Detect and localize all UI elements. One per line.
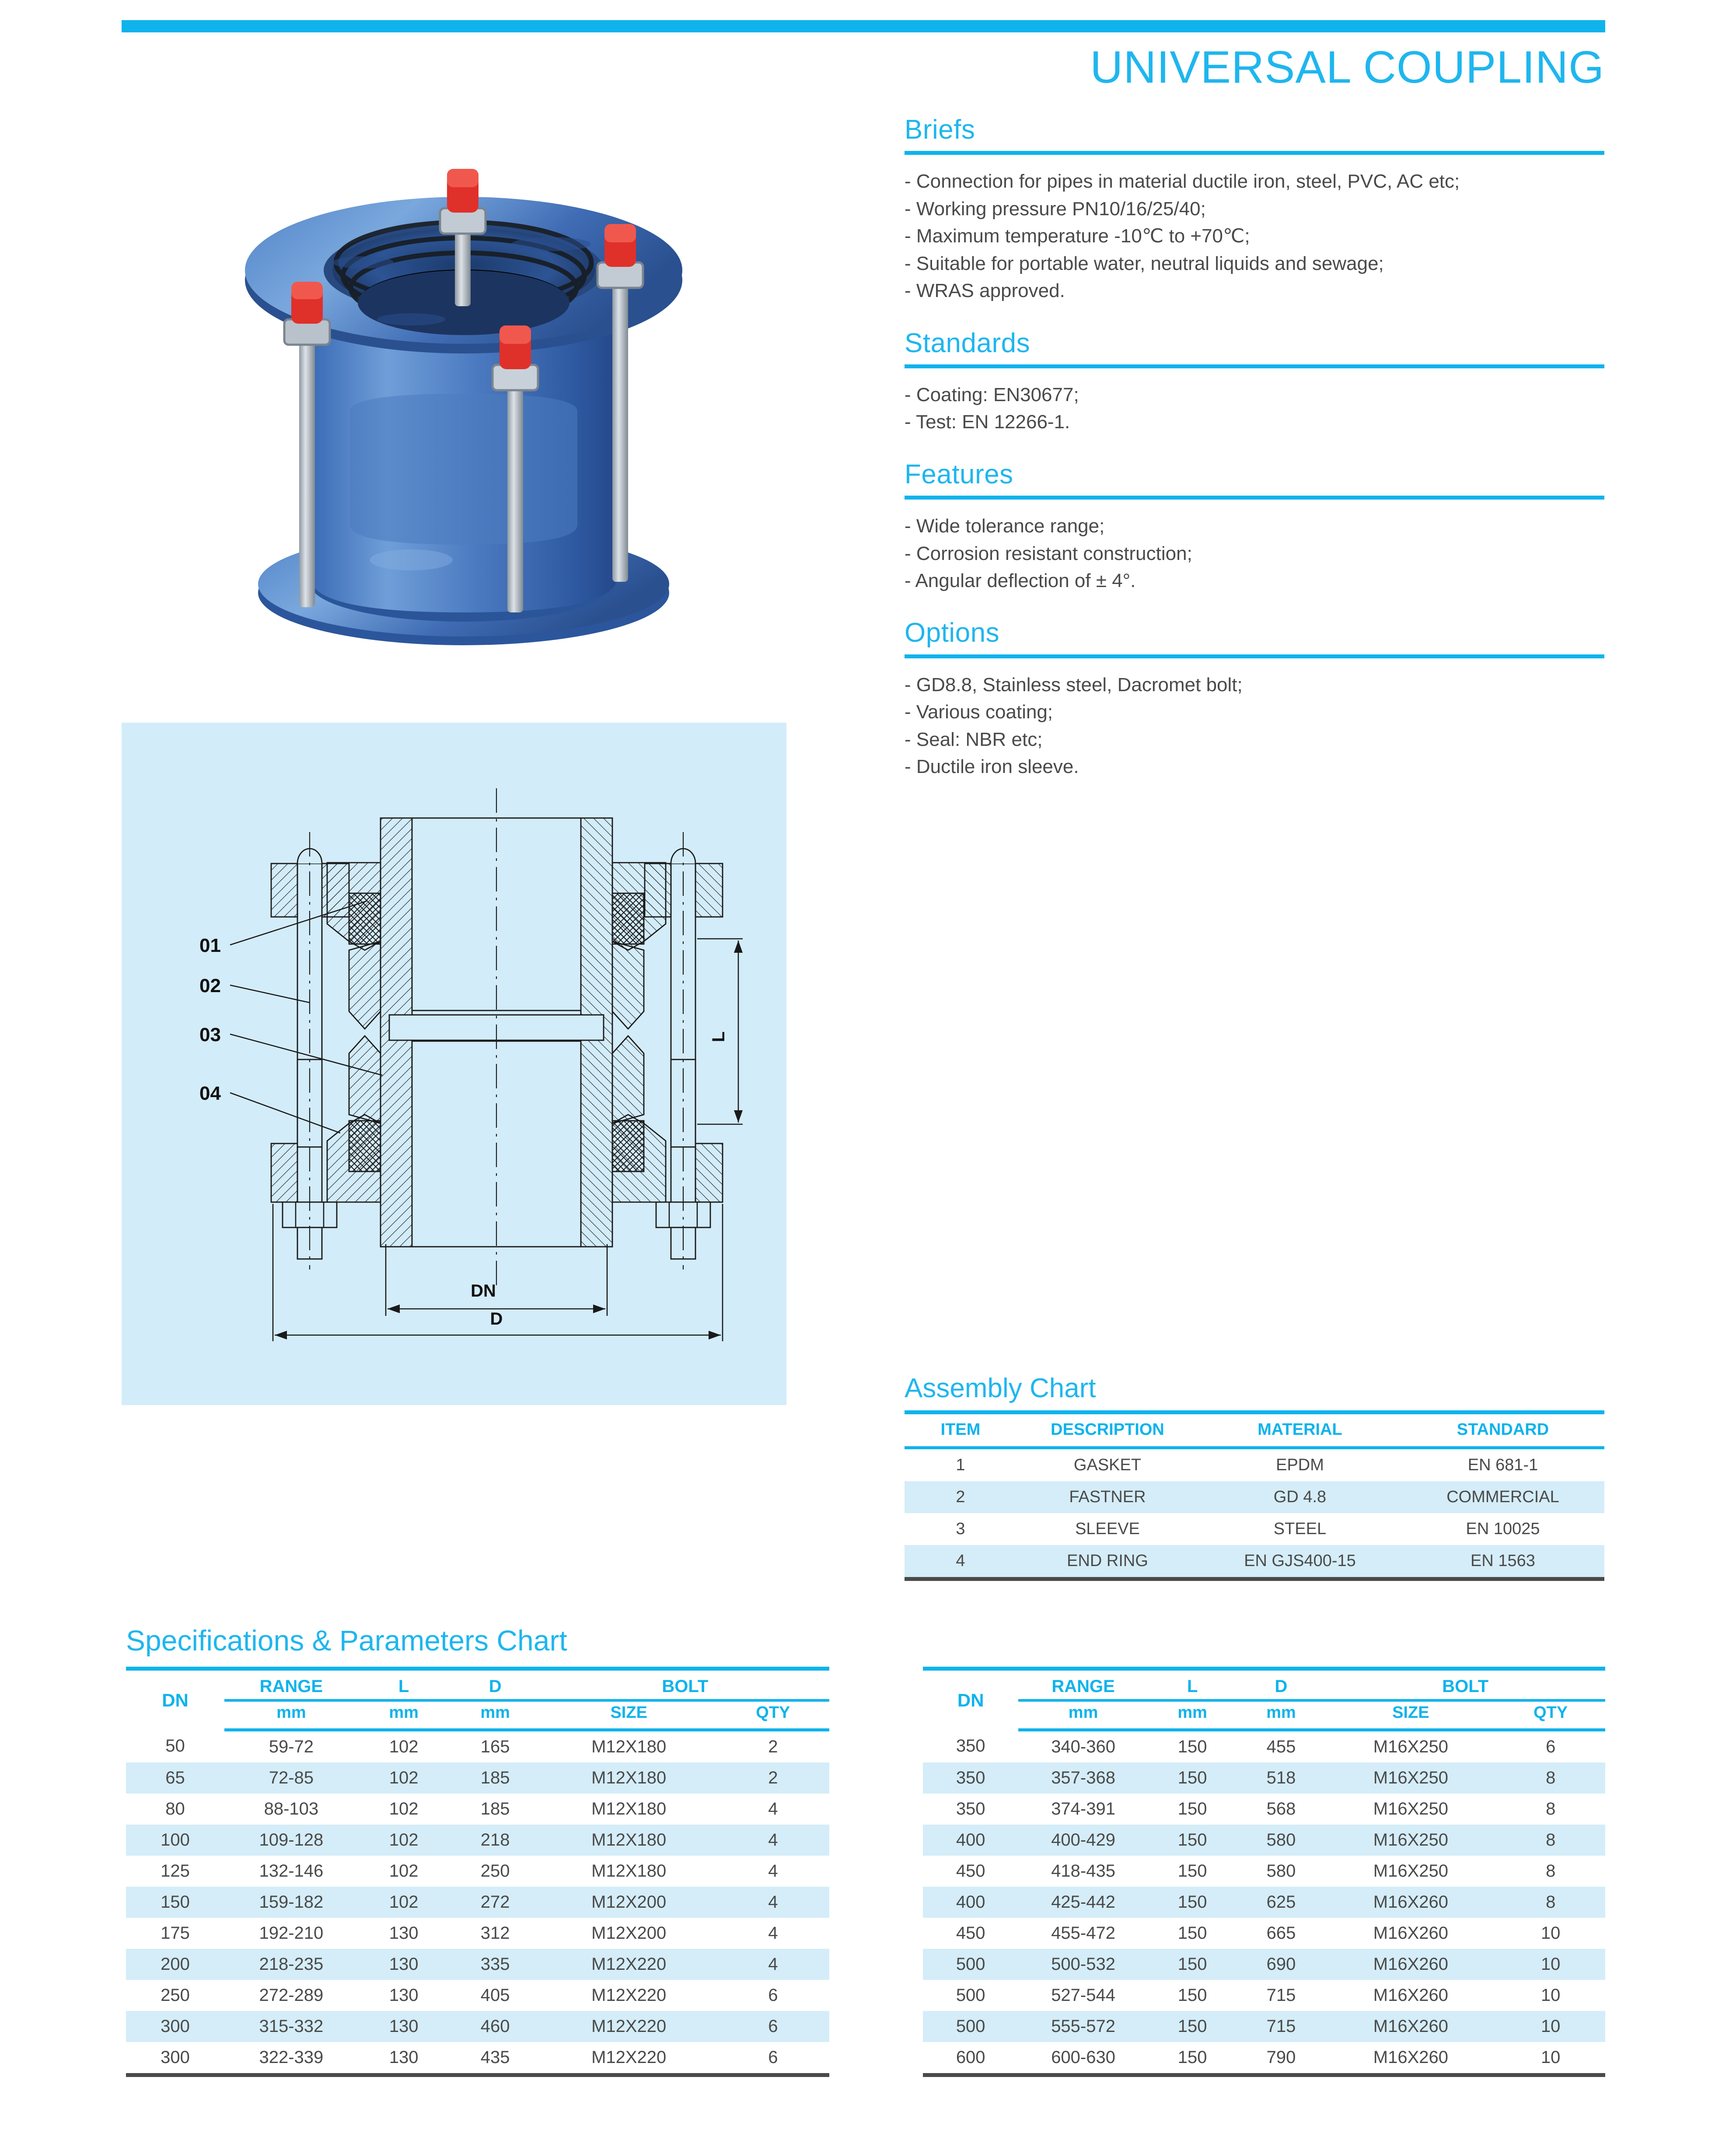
table-row [126,1918,829,1949]
cell-bolt-size: M12X220 [541,2042,717,2075]
table-row [126,1856,829,1887]
column-header-range: RANGE [1018,1669,1148,1701]
cell-dn: 450 [956,1923,985,1943]
cell-range: 418-435 [1051,1861,1115,1881]
table-row [126,1794,829,1825]
cell-dn: 150 [161,1892,190,1912]
features-bullet-list [905,513,1604,594]
cell-range: 374-391 [1051,1799,1115,1818]
cell-bolt-qty: 8 [1546,1861,1556,1881]
specifications-right-body [923,1730,1605,2075]
cell-d: 580 [1266,1830,1296,1850]
section-divider [905,151,1604,155]
cell-bolt-size: M16X260 [1373,1986,1448,2005]
table-row [923,1980,1605,2011]
column-header-bolt-size: SIZE [1325,1700,1496,1730]
cell-description: FASTNER [1069,1488,1146,1507]
bullet-item: - Wide tolerance range; [905,515,1105,537]
cell-l: 150 [1177,1861,1207,1881]
cell-l: 102 [389,1737,419,1756]
column-unit-range-mm: mm [224,1700,358,1730]
table-row [126,1949,829,1980]
cell-d: 790 [1237,2042,1326,2075]
cell-bolt-qty: 8 [1546,1799,1556,1818]
cell-dn: 175 [161,1923,190,1943]
bullet-item: - Maximum temperature -10℃ to +70℃; [905,225,1250,247]
cell-d: 625 [1266,1892,1296,1912]
cell-standard: EN 10025 [1466,1520,1540,1539]
cell-d: 312 [480,1923,510,1943]
callout-label-04: 04 [199,1083,221,1104]
cell-l: 130 [389,1986,419,2005]
callout-label-02: 02 [199,975,221,997]
section-standards [905,329,1604,436]
table-row [923,1856,1605,1887]
column-header-range: RANGE [224,1669,358,1701]
cell-bolt-size: M12X180 [591,1830,667,1850]
cell-l: 150 [1177,1986,1207,2005]
cell-dn: 450 [956,1861,985,1881]
bullet-item: - Suitable for portable water, neutral liquids and sewage; [905,252,1384,274]
cell-dn: 400 [956,1830,985,1850]
cell-range: 88-103 [264,1799,319,1818]
cell-l: 150 [1177,1923,1207,1943]
cell-dn: 100 [161,1830,190,1850]
section-heading: Standards [905,328,1030,358]
table-row [923,1825,1605,1856]
cell-bolt-size: M12X180 [591,1799,667,1818]
cell-dn: 350 [956,1736,985,1756]
top-accent-bar [122,20,1605,32]
cell-dn: 80 [165,1799,185,1818]
cell-d: 460 [480,2017,510,2036]
table-header-unit-row [923,1700,1605,1730]
cell-d: 250 [480,1861,510,1881]
cell-bolt-size: M16X260 [1325,2042,1496,2075]
dimension-label-dn: DN [471,1281,496,1301]
cell-d: 335 [480,1955,510,1974]
section-divider [905,654,1604,658]
cell-d: 568 [1266,1799,1296,1818]
bullet-item: - Coating: EN30677; [905,384,1079,406]
table-row [126,1887,829,1918]
cell-standard: EN 681-1 [1467,1456,1538,1475]
cell-range: 132-146 [259,1861,324,1881]
column-header-d: D [1237,1669,1326,1701]
table-row [923,1949,1605,1980]
cell-bolt-size: M16X250 [1373,1799,1448,1818]
column-header-material: MATERIAL [1198,1413,1401,1448]
bullet-item: - Seal: NBR etc; [905,728,1043,750]
bullet-item: - Angular deflection of ± 4°. [905,570,1136,591]
column-unit-d-mm: mm [450,1700,541,1730]
cell-d: 185 [480,1768,510,1787]
cell-bolt-size: M12X200 [591,1923,667,1943]
cell-bolt-qty: 10 [1540,1955,1561,1974]
cell-bolt-qty: 10 [1540,1986,1561,2005]
table-row [905,1448,1604,1482]
cell-dn: 350 [956,1768,985,1787]
cell-l: 130 [358,2042,450,2075]
cell-bolt-size: M16X260 [1373,1955,1448,1974]
cell-description: END RING [1016,1545,1198,1579]
cell-item: 4 [905,1545,1016,1579]
table-header-group-row [126,1669,829,1701]
column-unit-l-mm: mm [1148,1700,1237,1730]
cell-bolt-qty: 2 [768,1768,778,1787]
cell-bolt-size: M12X220 [591,1955,667,1974]
cell-d: 715 [1266,1986,1296,2005]
cell-d: 665 [1266,1923,1296,1943]
cell-bolt-qty: 4 [768,1830,778,1850]
cell-range: 72-85 [269,1768,314,1787]
cell-item: 3 [956,1520,965,1539]
cell-l: 150 [1177,1830,1207,1850]
table-row [126,2011,829,2042]
cell-dn: 500 [956,2017,985,2036]
cell-dn: 50 [165,1736,185,1756]
cell-range: 455-472 [1051,1923,1115,1943]
cell-material: EN GJS400-15 [1198,1545,1401,1579]
table-row [923,1730,1605,1763]
column-header-dn: DN [162,1689,189,1710]
technical-drawing-panel [122,723,786,1405]
assembly-chart-table [905,1410,1604,1581]
cell-dn: 300 [161,2017,190,2036]
table-header-row [905,1413,1604,1448]
cell-bolt-size: M12X220 [591,1986,667,2005]
column-header-bolt-size: SIZE [541,1700,717,1730]
bullet-item: - Test: EN 12266-1. [905,411,1070,433]
cell-bolt-qty: 6 [1546,1737,1556,1756]
table-header-unit-row [126,1700,829,1730]
table-row [923,2011,1605,2042]
column-header-bolt-qty: QTY [1496,1700,1605,1730]
bullet-item: - Various coating; [905,701,1053,723]
cell-d: 218 [480,1830,510,1850]
table-row [126,2042,829,2075]
cell-dn: 350 [956,1799,985,1818]
bullet-item: - Ductile iron sleeve. [905,756,1079,778]
cell-material: GD 4.8 [1273,1488,1327,1507]
cell-bolt-qty: 4 [768,1861,778,1881]
cell-l: 102 [389,1892,419,1912]
column-header-dn: DN [957,1689,984,1710]
cell-dn: 250 [161,1986,190,2005]
table-row [923,2042,1605,2075]
callout-label-01: 01 [199,935,221,956]
section-options [905,618,1604,780]
column-header-l: L [1148,1669,1237,1701]
cell-l: 150 [1148,2042,1237,2075]
cell-item: 1 [956,1456,965,1475]
table-row [905,1513,1604,1545]
cell-bolt-qty: 6 [717,2042,829,2075]
cell-description: GASKET [1073,1456,1142,1475]
cell-d: 455 [1266,1737,1296,1756]
cell-description: SLEEVE [1075,1520,1140,1539]
specifications-chart-title: Specifications & Parameters Chart [126,1624,567,1657]
cell-d: 405 [480,1986,510,2005]
cell-range: 500-532 [1051,1955,1115,1974]
section-heading: Options [905,618,1000,648]
cell-d: 580 [1266,1861,1296,1881]
cell-range: 600-630 [1018,2042,1148,2075]
column-header-bolt-qty: QTY [717,1700,829,1730]
table-row [126,1825,829,1856]
column-header-item: ITEM [905,1413,1016,1448]
cell-l: 130 [389,1923,419,1943]
section-features [905,460,1604,595]
section-briefs [905,115,1604,305]
cell-bolt-size: M16X260 [1373,2017,1448,2036]
cell-d: 272 [480,1892,510,1912]
cell-bolt-qty: 8 [1546,1768,1556,1787]
cell-l: 150 [1177,1737,1207,1756]
column-header-standard: STANDARD [1401,1413,1604,1448]
cell-bolt-qty: 6 [768,2017,778,2036]
cell-dn: 600 [923,2042,1018,2075]
cell-d: 715 [1266,2017,1296,2036]
cell-l: 150 [1177,1799,1207,1818]
cell-bolt-size: M16X250 [1373,1830,1448,1850]
specifications-table-right [923,1667,1605,2077]
cell-range: 272-289 [259,1986,324,2005]
cell-bolt-qty: 10 [1540,1923,1561,1943]
cell-l: 102 [389,1861,419,1881]
cell-l: 150 [1177,1955,1207,1974]
table-row [126,1762,829,1794]
cell-l: 102 [389,1799,419,1818]
cell-dn: 400 [956,1892,985,1912]
cell-l: 102 [389,1768,419,1787]
cell-range: 59-72 [269,1737,314,1756]
cell-range: 159-182 [259,1892,324,1912]
cell-bolt-size: M16X250 [1373,1737,1448,1756]
table-row [923,1918,1605,1949]
cell-range: 425-442 [1051,1892,1115,1912]
table-row [923,1887,1605,1918]
cell-bolt-qty: 10 [1540,2017,1561,2036]
cell-bolt-size: M16X260 [1373,1892,1448,1912]
column-header-d: D [450,1669,541,1701]
cell-dn: 300 [126,2042,224,2075]
cell-dn: 500 [956,1955,985,1974]
specifications-table-left [126,1667,829,2077]
table-row [126,1980,829,2011]
cell-range: 218-235 [259,1955,324,1974]
bullet-item: - WRAS approved. [905,280,1065,302]
cell-bolt-qty: 8 [1546,1892,1556,1912]
cell-range: 357-368 [1051,1768,1115,1787]
cell-bolt-qty: 4 [768,1892,778,1912]
column-header-description: DESCRIPTION [1016,1413,1198,1448]
cell-d: 185 [480,1799,510,1818]
dimension-label-l: L [709,1031,728,1042]
cell-dn: 65 [165,1768,185,1787]
cell-range: 109-128 [259,1830,324,1850]
table-row [923,1794,1605,1825]
cell-bolt-size: M16X260 [1373,1923,1448,1943]
cell-range: 322-339 [224,2042,358,2075]
standards-bullet-list [905,381,1604,436]
cell-range: 400-429 [1051,1830,1115,1850]
right-content-column [905,44,1604,781]
cell-range: 527-544 [1051,1986,1115,2005]
cell-bolt-qty: 8 [1546,1830,1556,1850]
table-row [126,1730,829,1763]
cell-bolt-qty: 4 [768,1955,778,1974]
options-bullet-list [905,671,1604,781]
callout-label-03: 03 [199,1024,221,1046]
cell-l: 150 [1177,1892,1207,1912]
cell-d: 435 [450,2042,541,2075]
column-unit-range-mm: mm [1018,1700,1148,1730]
cell-bolt-size: M16X250 [1373,1768,1448,1787]
cell-bolt-size: M12X180 [591,1737,667,1756]
column-unit-d-mm: mm [1237,1700,1326,1730]
cell-bolt-qty: 4 [768,1923,778,1943]
table-row [923,1762,1605,1794]
table-header-group-row [923,1669,1605,1701]
cell-standard: EN 1563 [1401,1545,1604,1579]
cell-dn: 200 [161,1955,190,1974]
product-photo [206,131,722,669]
cell-range: 340-360 [1051,1737,1115,1756]
cell-material: EPDM [1276,1456,1324,1475]
cell-bolt-size: M12X180 [591,1861,667,1881]
cell-bolt-size: M16X250 [1373,1861,1448,1881]
cell-range: 192-210 [259,1923,324,1943]
cell-dn: 125 [161,1861,190,1881]
page-title: UNIVERSAL COUPLING [1090,42,1604,93]
section-divider [905,496,1604,500]
cell-l: 130 [389,1955,419,1974]
section-divider [905,364,1604,368]
assembly-chart-title: Assembly Chart [905,1373,1096,1403]
table-row [905,1545,1604,1579]
cell-standard: COMMERCIAL [1446,1488,1559,1507]
cell-l: 102 [389,1830,419,1850]
dimension-label-d: D [490,1309,503,1329]
assembly-chart [905,1374,1604,1581]
column-header-bolt: BOLT [1325,1669,1605,1701]
cell-l: 130 [389,2017,419,2036]
section-heading: Briefs [905,115,975,145]
column-header-l: L [358,1669,450,1701]
cell-bolt-size: M12X200 [591,1892,667,1912]
table-row [905,1481,1604,1513]
bullet-item: - Corrosion resistant construction; [905,542,1192,564]
section-heading: Features [905,459,1013,490]
cell-d: 690 [1266,1955,1296,1974]
cell-dn: 500 [956,1986,985,2005]
cell-range: 315-332 [259,2017,324,2036]
cell-d: 165 [480,1737,510,1756]
bullet-item: - GD8.8, Stainless steel, Dacromet bolt; [905,674,1243,696]
cell-bolt-qty: 4 [768,1799,778,1818]
bullet-item: - Connection for pipes in material ductile iron, steel, PVC, AC etc; [905,171,1460,192]
cell-bolt-qty: 2 [768,1737,778,1756]
column-header-bolt: BOLT [541,1669,829,1701]
column-unit-l-mm: mm [358,1700,450,1730]
cell-l: 150 [1177,1768,1207,1787]
cell-material: STEEL [1273,1520,1327,1539]
specifications-left-body [126,1730,829,2075]
cell-bolt-size: M12X220 [591,2017,667,2036]
briefs-bullet-list [905,168,1604,304]
cell-range: 555-572 [1051,2017,1115,2036]
bullet-item: - Working pressure PN10/16/25/40; [905,198,1206,220]
cell-l: 150 [1177,2017,1207,2036]
cell-item: 2 [956,1488,965,1507]
cell-bolt-size: M12X180 [591,1768,667,1787]
cell-bolt-qty: 6 [768,1986,778,2005]
cell-bolt-qty: 10 [1496,2042,1605,2075]
cell-d: 518 [1266,1768,1296,1787]
